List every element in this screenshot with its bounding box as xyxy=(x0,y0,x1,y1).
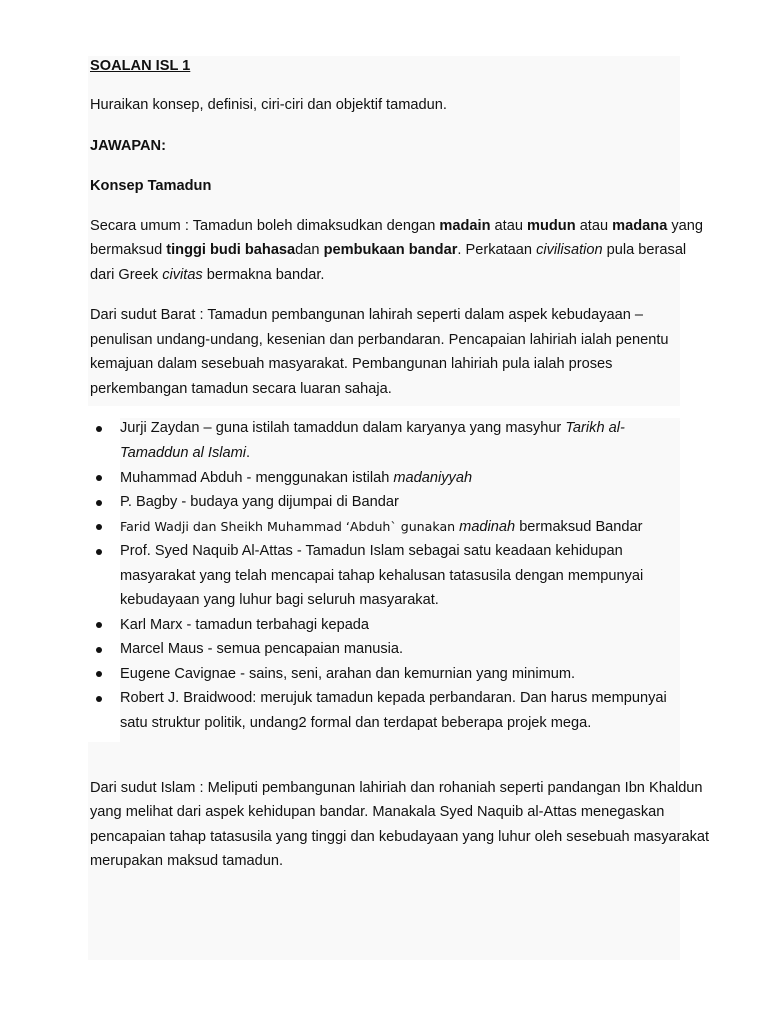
list-item-bagby: P. Bagby - budaya yang dijumpai di Bandar xyxy=(120,494,399,510)
list-item-syed-naquib-cont-2: kebudayaan yang luhur bagi seluruh masyarakat. xyxy=(120,592,439,608)
answer-label: JAWAPAN: xyxy=(90,138,166,154)
list-item-braidwood-cont: satu struktur politik, undang2 formal dan terdapat beberapa projek mega. xyxy=(120,715,592,731)
list-item-syed-naquib: Prof. Syed Naquib Al-Attas - Tamadun Islam sebagai satu keadaan kehidupan xyxy=(120,543,623,559)
document-title: SOALAN ISL 1 xyxy=(90,58,191,74)
para-islam-line-1: Dari sudut Islam : Meliputi pembangunan lahiriah dan rohaniah seperti pandangan Ibn Khaldun xyxy=(90,780,703,796)
para-islam-line-3: pencapaian tahap tatasusila yang tinggi dan kebudayaan yang luhur oleh sesebuah masyarakat xyxy=(90,829,710,845)
list-item-syed-naquib-cont-1: masyarakat yang telah mencapai tahap kehalusan tatasusila dengan mempunyai xyxy=(120,568,644,584)
para-barat-line-1: Dari sudut Barat : Tamadun pembangunan lahirah seperti dalam aspek kebudayaan – xyxy=(90,307,644,323)
term-pembukaan-bandar: pembukaan bandar xyxy=(323,242,458,258)
list-item-marcel-maus: Marcel Maus - semua pencapaian manusia. xyxy=(120,641,404,657)
term-madana: madana xyxy=(612,218,668,234)
bullet-dot xyxy=(96,500,102,506)
list-item-farid-wadji: Farid Wadji dan Sheikh Muhammad ‘Abduh` gunakan madinah bermaksud Bandar xyxy=(120,519,643,535)
bullet-dot xyxy=(96,671,102,677)
para-umum-line-1: Secara umum : Tamadun boleh dimaksudkan dengan madain atau mudun atau madana yang xyxy=(90,218,704,234)
para-umum-line-2: bermaksud tinggi budi bahasadan pembukaan bandar. Perkataan civilisation pula berasal xyxy=(90,242,687,258)
para-barat-line-3: kemajuan dalam sesebuah masyarakat. Pembangunan lahiriah pula ialah proses xyxy=(90,356,613,372)
term-civitas: civitas xyxy=(162,267,203,283)
bullet-dot xyxy=(96,549,102,555)
list-item-jurji-zaydan: Jurji Zaydan – guna istilah tamaddun dalam karyanya yang masyhur Tarikh al- xyxy=(120,420,625,436)
term-civilisation: civilisation xyxy=(536,242,603,258)
list-item-muhammad-abduh: Muhammad Abduh - menggunakan istilah madaniyyah xyxy=(120,470,473,486)
bullet-dot xyxy=(96,475,102,481)
para-umum-line-3: dari Greek civitas bermakna bandar. xyxy=(90,267,325,283)
list-item-karl-marx: Karl Marx - tamadun terbahagi kepada xyxy=(120,617,370,633)
shaded-block-bottom xyxy=(88,742,680,960)
list-item-jurji-zaydan-cont: Tamaddun al Islami. xyxy=(120,445,251,461)
bullet-dot xyxy=(96,524,102,530)
bullet-dot xyxy=(96,622,102,628)
term-mudun: mudun xyxy=(527,218,576,234)
para-islam-line-2: yang melihat dari aspek kehidupan bandar. Manakala Syed Naquib al-Attas menegaskan xyxy=(90,804,665,820)
para-islam-line-4: merupakan maksud tamadun. xyxy=(90,853,284,869)
list-item-eugene-cavignae: Eugene Cavignae - sains, seni, arahan dan kemurnian yang minimum. xyxy=(120,666,576,682)
term-madain: madain xyxy=(439,218,491,234)
term-tinggi-budi-bahasa: tinggi budi bahasa xyxy=(166,242,296,258)
section-heading: Konsep Tamadun xyxy=(90,178,212,194)
para-barat-line-4: perkembangan tamadun secara luaran sahaja. xyxy=(90,381,392,397)
list-item-braidwood: Robert J. Braidwood: merujuk tamadun kepada perbandaran. Dan harus mempunyai xyxy=(120,690,667,706)
bullet-dot xyxy=(96,647,102,653)
bullet-dot xyxy=(96,426,102,432)
bullet-dot xyxy=(96,696,102,702)
para-barat-line-2: penulisan undang-undang, kesenian dan perbandaran. Pencapaian lahiriah ialah penentu xyxy=(90,332,669,348)
question-text: Huraikan konsep, definisi, ciri-ciri dan objektif tamadun. xyxy=(90,97,447,113)
